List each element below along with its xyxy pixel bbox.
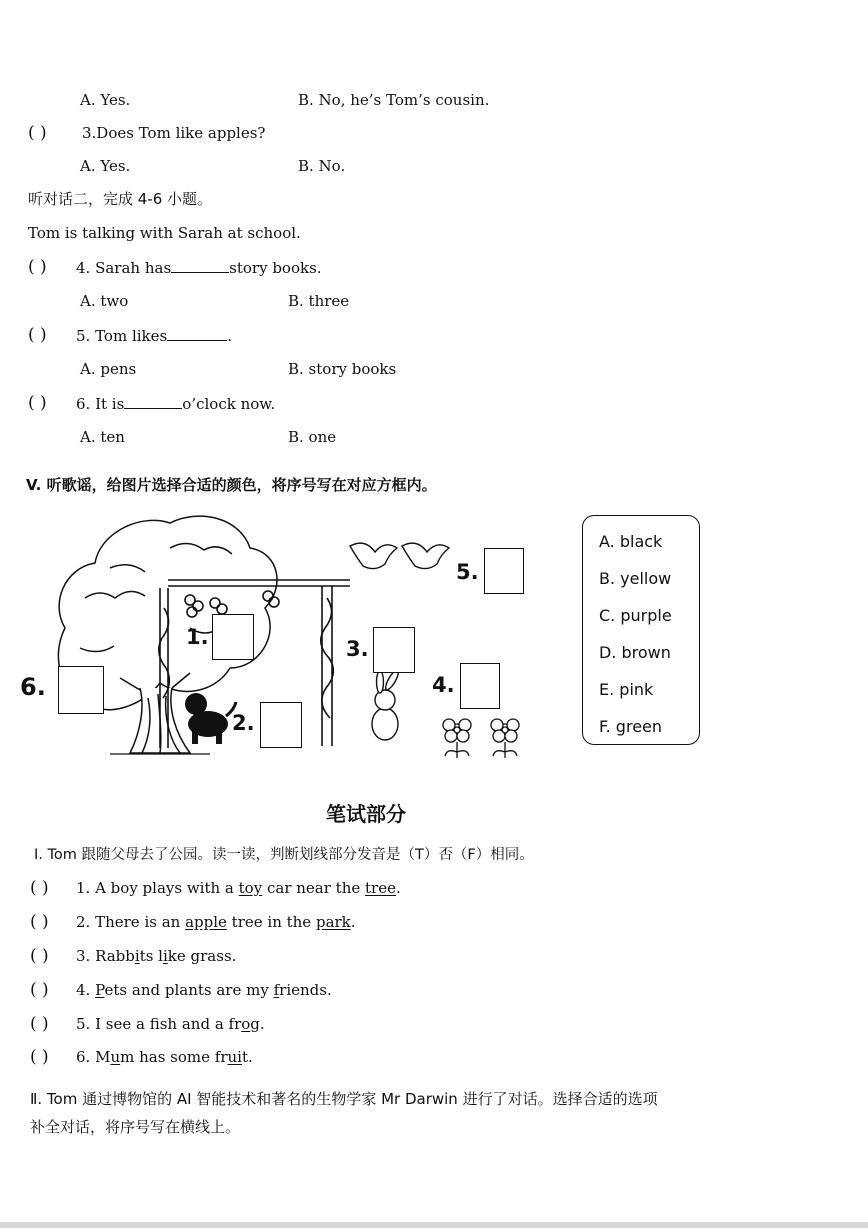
color-option-e: E. pink	[599, 680, 654, 699]
flowers-picture	[443, 719, 519, 758]
color-option-a: A. black	[599, 532, 663, 551]
label-5: 5.	[456, 560, 479, 584]
s1-item-6-p1: 6. M	[76, 1048, 111, 1066]
dialogue2-instruction: 听对话二，完成 4-6 小题。	[28, 190, 213, 208]
q5-blank[interactable]	[167, 326, 227, 341]
q4-text-after: story books.	[229, 259, 322, 277]
s1-item-3-underline-2: i	[162, 947, 168, 965]
answer-paren-s1-2[interactable]: ( )	[30, 912, 49, 932]
q6-option-b: B. one	[288, 428, 337, 446]
s1-item-1-p1: 1. A boy plays with a	[76, 879, 239, 897]
s1-item-3-p1: 3. Rabb	[76, 947, 135, 965]
q4-blank[interactable]	[171, 258, 229, 273]
q2-option-b: B. No, he’s Tom’s cousin.	[298, 91, 490, 109]
s1-item-6-p2: m has some fr	[120, 1048, 228, 1066]
q6-text-after: o’clock now.	[182, 395, 276, 413]
s1-item-5-p1: 5. I see a f	[76, 1015, 160, 1033]
s1-item-5	[76, 1015, 265, 1033]
page-bottom-edge	[0, 1222, 868, 1228]
color-option-b: B. yellow	[599, 569, 672, 588]
answer-box-5[interactable]	[484, 548, 524, 594]
section2-title-line1: Ⅱ. Tom 通过博物馆的 AI 智能技术和著名的生物学家 Mr Darwin 进行了对话。选择合适的选项	[30, 1090, 658, 1108]
q3-option-b: B. No.	[298, 157, 346, 175]
s1-item-5-p2: sh and a fr	[159, 1015, 242, 1033]
q5-option-a: A. pens	[80, 360, 137, 378]
answer-paren-q3[interactable]: ( )	[28, 123, 47, 143]
s1-item-4-underline-1: P	[95, 981, 105, 999]
q5-text-after: .	[227, 327, 232, 345]
s1-item-4-p2: ets and plants are my	[104, 981, 274, 999]
s1-item-2-p1: 2. There is an	[76, 913, 186, 931]
s1-item-5-underline-2: o	[241, 1015, 251, 1033]
q4-text-before: 4. Sarah has	[76, 259, 172, 277]
answer-box-1[interactable]	[212, 614, 254, 660]
song-section-title: V. 听歌谣，给图片选择合适的颜色，将序号写在对应方框内。	[26, 476, 437, 494]
s1-item-6	[76, 1048, 253, 1066]
q3-text: 3.Does Tom like apples?	[82, 124, 266, 142]
answer-paren-s1-3[interactable]: ( )	[30, 946, 49, 966]
s1-item-1-underline-2: tree	[365, 879, 396, 897]
label-1: 1.	[186, 625, 209, 649]
answer-paren-q4[interactable]: ( )	[28, 257, 47, 277]
q6-option-a: A. ten	[80, 428, 125, 446]
color-options-box	[582, 515, 700, 745]
s1-item-2-underline-1: apple	[185, 913, 227, 931]
answer-paren-s1-4[interactable]: ( )	[30, 980, 49, 1000]
answer-paren-q6[interactable]: ( )	[28, 393, 47, 413]
q5-text-before: 5. Tom likes	[76, 327, 168, 345]
q4-option-b: B. three	[288, 292, 350, 310]
s1-item-4-p1: 4.	[76, 981, 96, 999]
s1-item-2-p3: .	[350, 913, 356, 931]
written-part-heading: 笔试部分	[326, 802, 406, 826]
s1-item-6-underline-2: ui	[227, 1048, 242, 1066]
q2-option-a: A. Yes.	[80, 91, 131, 109]
answer-box-2[interactable]	[260, 702, 302, 748]
s1-item-3-underline-1: i	[134, 947, 140, 965]
q4-text	[76, 258, 322, 277]
s1-item-1-p3: .	[395, 879, 401, 897]
s1-item-6-underline-1: u	[110, 1048, 121, 1066]
s1-item-2-underline-2: park	[315, 913, 351, 931]
answer-box-4[interactable]	[460, 663, 500, 709]
q6-blank[interactable]	[124, 394, 182, 409]
q3-option-a: A. Yes.	[80, 157, 131, 175]
label-6: 6.	[20, 673, 46, 701]
answer-paren-s1-5[interactable]: ( )	[30, 1014, 49, 1034]
section2-title-line2: 补全对话，将序号写在横线上。	[30, 1118, 241, 1136]
birds-picture	[350, 543, 449, 568]
s1-item-2	[76, 913, 356, 931]
dog-picture	[185, 693, 236, 744]
s1-item-6-p3: t.	[241, 1048, 253, 1066]
color-option-d: D. brown	[599, 643, 671, 662]
answer-paren-q5[interactable]: ( )	[28, 325, 47, 345]
answer-box-6[interactable]	[58, 666, 104, 714]
s1-item-3-p2: ts l	[139, 947, 163, 965]
rabbit-picture	[372, 669, 401, 740]
q6-text	[76, 394, 275, 413]
answer-box-3[interactable]	[373, 627, 415, 673]
dialogue2-context: Tom is talking with Sarah at school.	[28, 224, 301, 242]
color-option-f: F. green	[599, 717, 663, 736]
label-2: 2.	[232, 711, 255, 735]
q5-option-b: B. story books	[288, 360, 397, 378]
s1-item-3-p3: ke grass.	[167, 947, 237, 965]
s1-item-2-p2: tree in the	[226, 913, 316, 931]
s1-item-1-underline-1: toy	[238, 879, 263, 897]
section1-title: Ⅰ. Tom 跟随父母去了公园。读一读，判断划线部分发音是（T）否（F）相同。	[34, 847, 534, 863]
answer-paren-s1-1[interactable]: ( )	[30, 878, 49, 898]
s1-item-1-p2: car near the	[262, 879, 366, 897]
label-4: 4.	[432, 673, 455, 697]
s1-item-4-p3: riends.	[279, 981, 332, 999]
s1-item-3	[76, 947, 236, 965]
s1-item-1	[76, 879, 401, 897]
s1-item-4	[76, 981, 332, 999]
q5-text	[76, 326, 232, 345]
s1-item-4-underline-2: f	[273, 981, 280, 999]
s1-item-5-p3: g.	[250, 1015, 265, 1033]
label-3: 3.	[346, 637, 369, 661]
answer-paren-s1-6[interactable]: ( )	[30, 1047, 49, 1067]
color-option-c: C. purple	[599, 606, 672, 625]
q4-option-a: A. two	[80, 292, 129, 310]
q6-text-before: 6. It is	[76, 395, 125, 413]
